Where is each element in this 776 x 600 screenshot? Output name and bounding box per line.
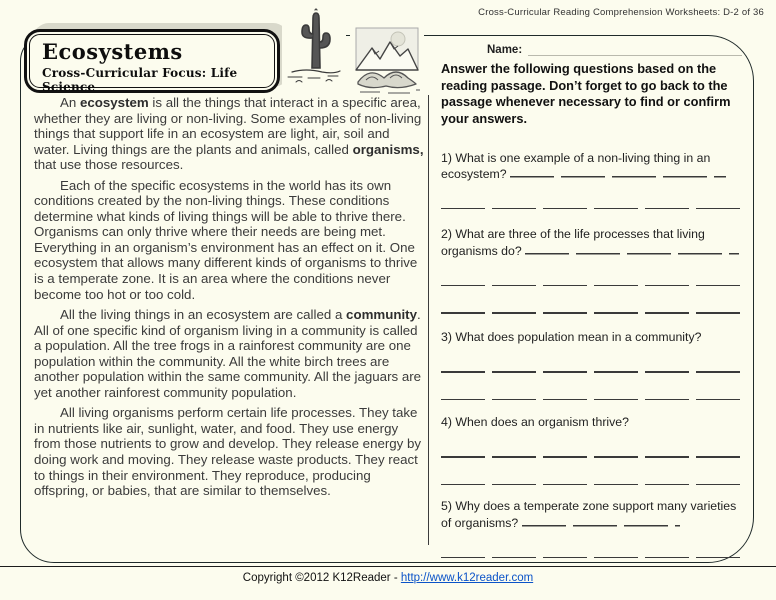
footer-copyright [0,572,776,584]
question-3-answer-line [441,399,742,401]
question-4-text: 4) When does an organism thrive? [441,415,629,430]
name-row [487,43,742,56]
passage-paragraph-3: All the living things in an ecosystem are called a community. All of one specific kind of organism living in a community is called a population. All the tree frogs in a rainforest community are one population within the community. All the white birch trees are another population within the same community. All the jaguars are yet another rainforest community population. [34,307,422,400]
question-1-text: 1) What is one example of a non-living thing in an ecosystem? [441,150,742,182]
reading-passage [34,95,424,504]
question-4 [441,414,742,485]
passage-paragraph-2: Each of the specific ecosystems in the world has its own conditions created by the non-living things. These conditions determine what kinds of living things will be able to thrive there. Organisms can only thrive where their needs are being met. Everything in an organism’s environment has an effect on it. One ecosystem that allows many different kinds of organisms to thrive is a temperate zone. It is an area where the conditions never become too hot or too cold. [34,177,418,302]
question-3 [441,329,742,400]
question-3-answer-line [441,371,742,373]
passage-paragraph-4: All living organisms perform certain life processes. They take in nutrients like air, sunlight, water, and food. They use energy from those nutrients to grow and develop. They release energy by doing work and moving. They release waste products. They react to things in their environment. They reproduce, producing offspring, or babies, that are similar to themselves. [34,405,422,499]
worksheet-series-label: Cross-Curricular Reading Comprehension Worksheets: D-2 of 36 [478,7,764,18]
website-link[interactable]: http://www.k12reader.com [400,572,534,584]
question-1-answer-line [441,208,742,210]
cactus-illustration [282,6,346,94]
question-1-inline-answer-blank [510,168,726,178]
question-3-text: 3) What does population mean in a community? [441,329,702,344]
cactus-icon [282,6,346,94]
question-1 [441,150,742,210]
mountain-illustration [350,26,424,98]
question-5-inline-answer-blank [522,517,680,527]
question-5 [441,498,742,558]
question-2-text: 2) What are three of the life processes that living organisms do? [441,226,742,258]
question-2-answer-line [441,285,742,287]
question-5-answer-line [441,557,742,559]
name-label: Name: [487,44,523,56]
question-list [441,150,742,559]
question-2 [441,226,742,313]
question-2-answer-line [441,312,742,314]
title-box-inner [29,34,275,95]
answer-column [441,43,742,558]
question-4-answer-line [441,456,742,458]
mountains-sun-icon [350,26,424,98]
copyright-text: Copyright ©2012 K12Reader - [242,572,401,584]
title-box [24,29,280,93]
name-blank-line [528,43,742,56]
question-4-answer-line [441,484,742,486]
question-5-text: 5) Why does a temperate zone support many varieties of organisms? [441,499,737,530]
question-2-inline-answer-blank [525,245,739,255]
passage-paragraph-1: An ecosystem is all the things that interact in a specific area, whether they are living or non-living. Some examples of non-living things that support life in an ecosystem are light, air, soil and water. Living things are the plants and animals, called organisms, that use those resources. [34,95,424,173]
instructions-text: Answer the following questions based on the reading passage. Don’t forget to go back to the passage whenever necessary to find or confirm your answers. [441,61,731,126]
page-subtitle: Cross-Curricular Focus: Life Science [42,66,238,95]
footer-divider [0,566,776,567]
column-divider [428,95,429,545]
page-title: Ecosystems [42,39,183,64]
